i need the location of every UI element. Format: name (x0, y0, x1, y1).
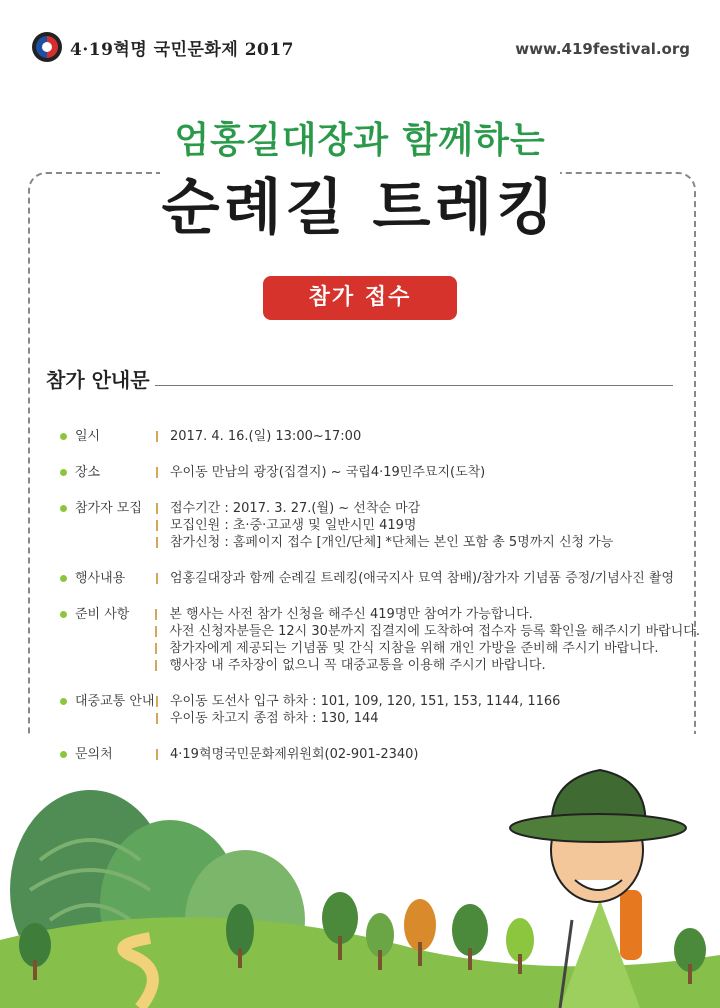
info-line: 사전 신청자분들은 12시 30분까지 집결지에 도착하여 접수자 등록 확인을 해주시기 바랍니다. (155, 623, 700, 640)
info-line: 엄홍길대장과 함께 순례길 트레킹(애국지사 묘역 참배)/참가자 기념품 증정/기념사진 촬영 (156, 570, 700, 587)
info-label: 일시 (75, 429, 101, 444)
info-list (60, 428, 700, 763)
website-url[interactable]: www.419festival.org (515, 40, 690, 58)
info-row-transport (60, 693, 700, 727)
info-row-recruit (60, 500, 700, 551)
bullet-icon (60, 469, 67, 476)
festival-logo (32, 32, 294, 62)
info-label: 행사내용 (75, 571, 126, 586)
info-heading: 참가 안내문 (46, 368, 150, 392)
register-button[interactable]: 참가 접수 (263, 276, 457, 320)
info-line: 행사장 내 주차장이 없으니 꼭 대중교통을 이용해 주시기 바랍니다. (155, 657, 700, 674)
info-row-program (60, 570, 700, 587)
bullet-icon (60, 575, 67, 582)
info-label: 장소 (75, 465, 101, 480)
info-line: 우이동 만남의 광장(집결지) ~ 국립4·19민주묘지(도착) (156, 464, 700, 481)
landscape-illustration (0, 740, 720, 1008)
info-label: 대중교통 안내 (75, 694, 155, 709)
info-row-place (60, 464, 700, 481)
info-row-date (60, 428, 700, 445)
info-line: 우이동 도선사 입구 하차 : 101, 109, 120, 151, 153, 1144, 1166 (156, 693, 700, 710)
logo-text: 4·19혁명 국민문화제 2017 (70, 39, 295, 60)
info-label: 참가자 모집 (75, 501, 142, 516)
bullet-icon (60, 505, 67, 512)
info-line: 우이동 차고지 종점 하차 : 130, 144 (156, 710, 700, 727)
info-label: 문의처 (75, 747, 113, 762)
info-line: 접수기간 : 2017. 3. 27.(월) ~ 선착순 마감 (156, 500, 700, 517)
info-line: 본 행사는 사전 참가 신청을 해주신 419명만 참여가 가능합니다. (155, 606, 700, 623)
info-line: 참가자에게 제공되는 기념품 및 간식 지참을 위해 개인 가방을 준비해 주시기 바랍니다. (155, 640, 700, 657)
info-label: 준비 사항 (75, 607, 130, 622)
info-line: 모집인원 : 초·중·고교생 및 일반시민 419명 (156, 517, 700, 534)
bullet-icon (60, 698, 67, 705)
info-line: 참가신청 : 홈페이지 접수 [개인/단체] *단체는 본인 포함 총 5명까지 신청 가능 (156, 534, 700, 551)
info-row-preparation (60, 606, 700, 674)
heading-divider (155, 385, 673, 386)
poster-subtitle: 엄홍길대장과 함께하는 (174, 120, 546, 161)
taegeuk-logo-icon (32, 32, 62, 62)
info-line: 4·19혁명국민문화제위원회(02-901-2340) (156, 746, 700, 763)
bullet-icon (60, 611, 67, 618)
poster-title: 순례길 트레킹 (161, 173, 559, 243)
bullet-icon (60, 433, 67, 440)
info-line: 2017. 4. 16.(일) 13:00~17:00 (156, 428, 700, 445)
